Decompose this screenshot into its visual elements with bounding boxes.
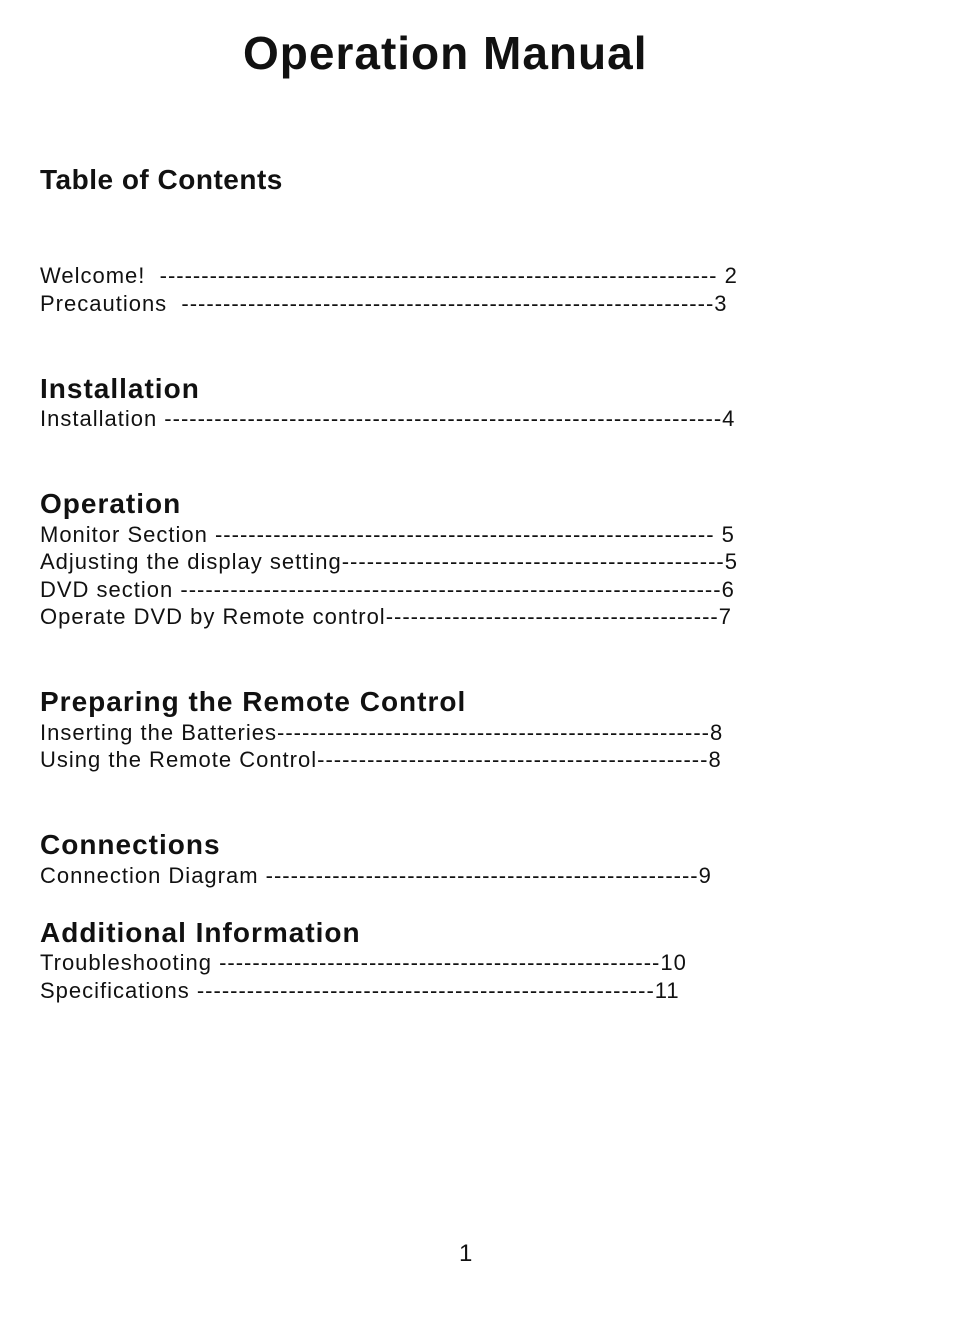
- section-heading-connections: Connections: [40, 829, 221, 860]
- toc-entry-display-setting: Adjusting the display setting----------------------------------------------5: [40, 549, 738, 574]
- toc-entry-operate-dvd: Operate DVD by Remote control----------------------------------------7: [40, 604, 732, 629]
- toc-entry-specifications: Specifications -------------------------------------------------------11: [40, 978, 680, 1003]
- toc-entry-troubleshooting: Troubleshooting -----------------------------------------------------10: [40, 950, 687, 975]
- toc-entry-installation: Installation -------------------------------------------------------------------4: [40, 406, 736, 431]
- toc-entry-monitor-section: Monitor Section ------------------------------------------------------------ 5: [40, 522, 735, 547]
- section-heading-installation: Installation: [40, 373, 200, 404]
- toc-entry-connection-diagram: Connection Diagram ----------------------------------------------------9: [40, 863, 712, 888]
- section-heading-remote-control: Preparing the Remote Control: [40, 686, 467, 717]
- section-heading-additional-info: Additional Information: [40, 917, 361, 948]
- toc-entry-using-remote: Using the Remote Control-----------------------------------------------8: [40, 747, 722, 772]
- toc-heading: Table of Contents: [40, 164, 283, 195]
- toc-entry-dvd-section: DVD section -----------------------------------------------------------------6: [40, 577, 735, 602]
- toc-entry-inserting-batteries: Inserting the Batteries----------------------------------------------------8: [40, 720, 724, 745]
- document-title: Operation Manual: [243, 27, 648, 79]
- toc-entry-welcome: Welcome! ------------------------------------------------------------------- 2: [40, 263, 738, 288]
- toc-entry-precautions: Precautions ----------------------------------------------------------------3: [40, 291, 728, 316]
- page-number: 1: [459, 1240, 473, 1267]
- section-heading-operation: Operation: [40, 488, 182, 519]
